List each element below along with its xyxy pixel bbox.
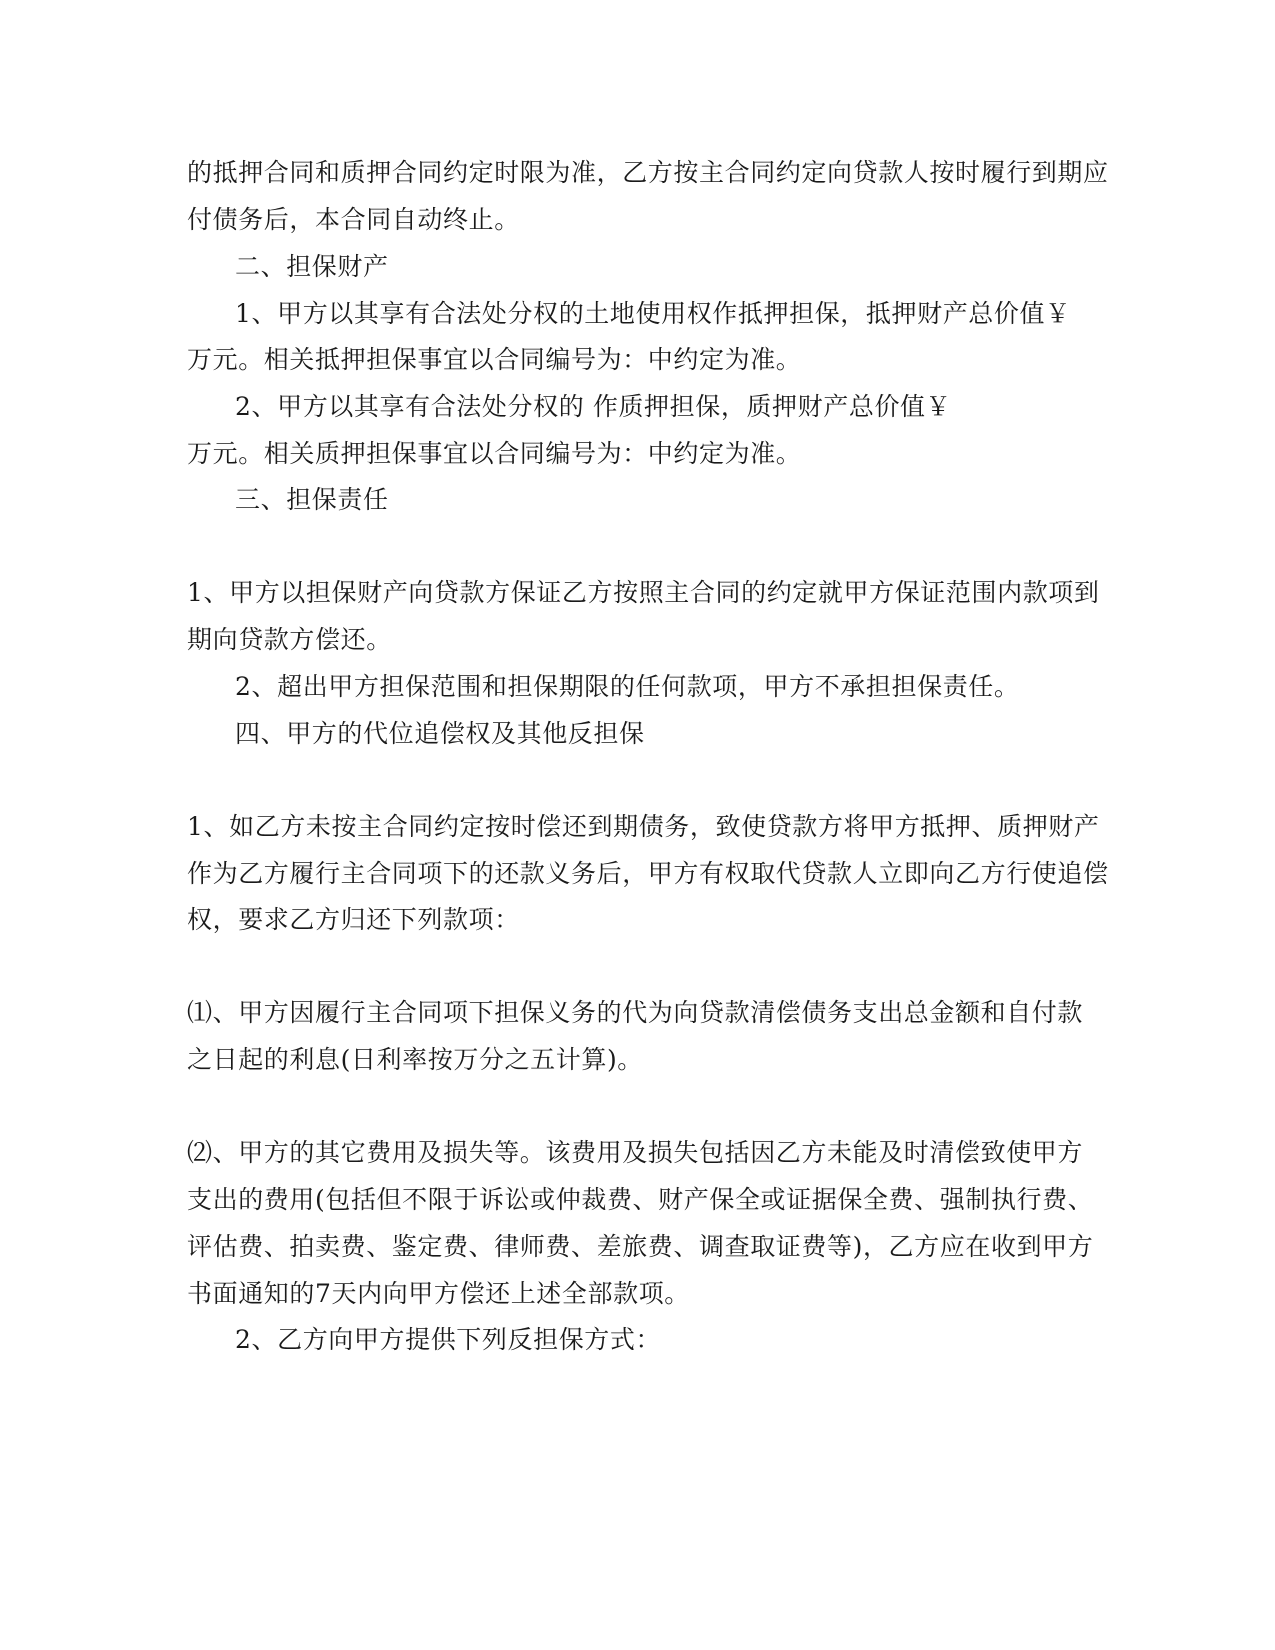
paragraph-line: 期向贷款方偿还。 [187,625,392,654]
paragraph-line: 评估费、拍卖费、鉴定费、律师费、差旅费、调查取证费等)，乙方应在收到甲方 [187,1232,1094,1261]
paragraph-line: 权，要求乙方归还下列款项： [187,905,520,934]
paragraph-line: 支出的费用(包括但不限于诉讼或仲裁费、财产保全或证据保全费、强制执行费、 [187,1185,1094,1214]
paragraph-line: 1、如乙方未按主合同约定按时偿还到期债务，致使贷款方将甲方抵押、质押财产 [187,812,1100,841]
paragraph-line: 万元。相关质押担保事宜以合同编号为：中约定为准。 [187,439,802,468]
section-heading: 二、担保财产 [235,252,389,281]
paragraph-line: 作为乙方履行主合同项下的还款义务后，甲方有权取代贷款人立即向乙方行使追偿 [187,859,1109,888]
paragraph-line: 之日起的利息(日利率按万分之五计算)。 [187,1045,643,1074]
paragraph-line: 的抵押合同和质押合同约定时限为准，乙方按主合同约定向贷款人按时履行到期应 [187,158,1109,187]
paragraph-line: 2、甲方以其享有合法处分权的 作质押担保，质押财产总价值￥ [235,392,952,421]
paragraph-line: 2、乙方向甲方提供下列反担保方式： [235,1325,662,1354]
paragraph-line: ⑴、甲方因履行主合同项下担保义务的代为向贷款清偿债务支出总金额和自付款 [187,998,1084,1027]
paragraph-line: 2、超出甲方担保范围和担保期限的任何款项，甲方不承担担保责任。 [235,672,1020,701]
paragraph-line: 1、甲方以其享有合法处分权的土地使用权作抵押担保，抵押财产总价值￥ [235,299,1071,328]
paragraph-line: 书面通知的7天内向甲方偿还上述全部款项。 [187,1279,690,1308]
section-heading: 四、甲方的代位追偿权及其他反担保 [235,719,645,748]
paragraph-line: ⑵、甲方的其它费用及损失等。该费用及损失包括因乙方未能及时清偿致使甲方 [187,1138,1084,1167]
paragraph-line: 付债务后，本合同自动终止。 [187,205,520,234]
paragraph-line: 万元。相关抵押担保事宜以合同编号为：中约定为准。 [187,345,802,374]
section-heading: 三、担保责任 [235,485,389,514]
paragraph-line: 1、甲方以担保财产向贷款方保证乙方按照主合同的约定就甲方保证范围内款项到 [187,578,1100,607]
